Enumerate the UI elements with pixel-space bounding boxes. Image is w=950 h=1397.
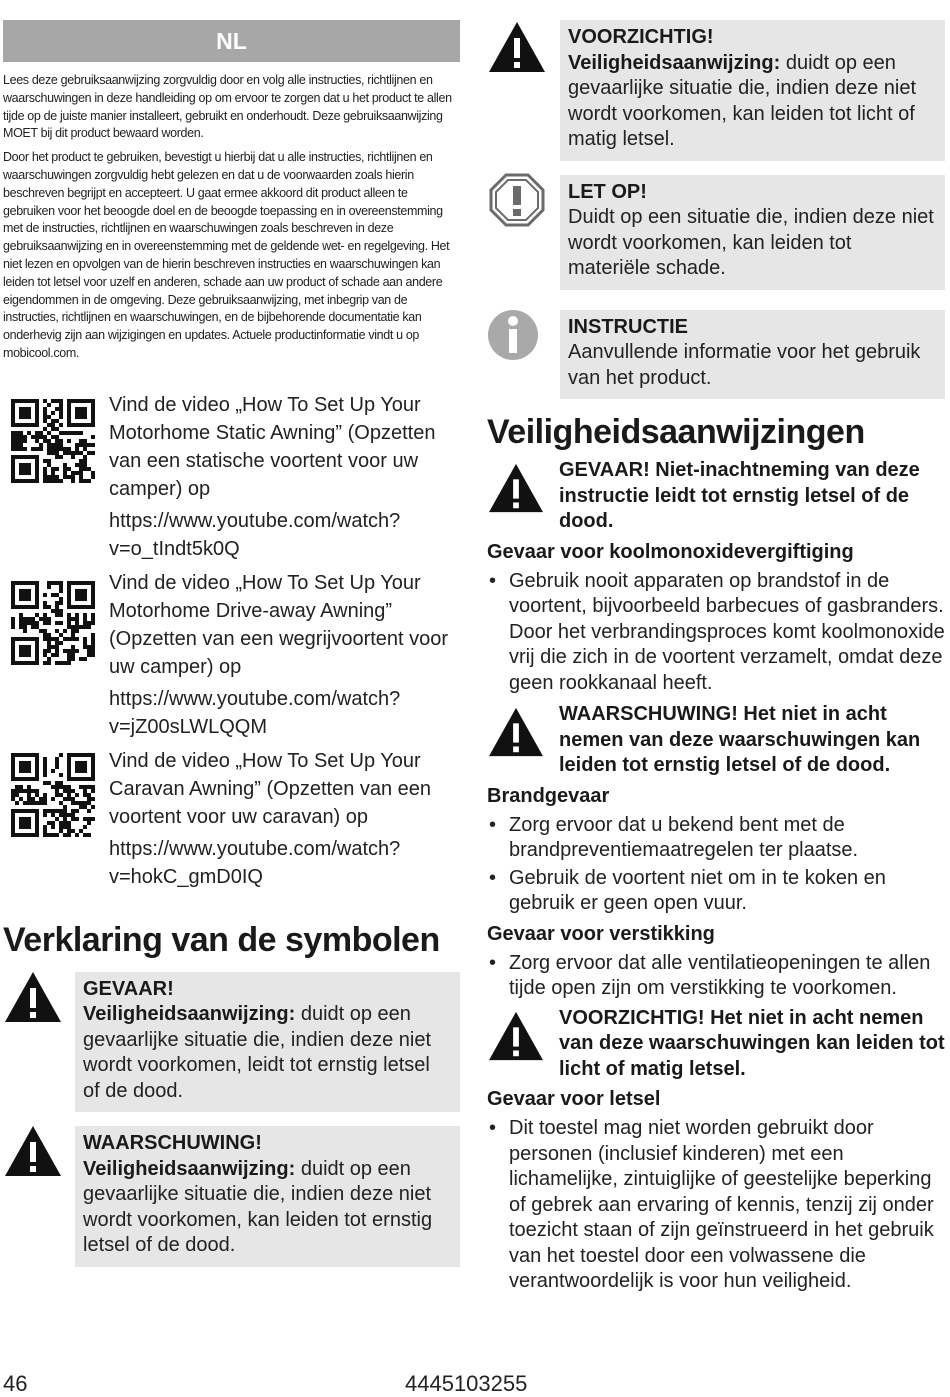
page-number: 46 (3, 1371, 28, 1396)
list-item: • Dit toestel mag niet worden gebruikt door personen (inclusief kinderen) met een lichamelijke, zintuiglijke of geestelijke beperking of gebrek aan ervaring of kennis, tenzij zij onder toezicht staan of zijn geïnstrueerd in het gebruik van het toestel door een volwassene die verantwoordelijk is voor hun veiligheid. (487, 1116, 945, 1295)
co-heading: Gevaar voor koolmonoxidevergiftiging (487, 540, 854, 563)
symbol-label: Veiligheidsaanwijzing: (83, 1003, 296, 1026)
warning-triangle-icon (487, 18, 547, 76)
fire-list (487, 813, 945, 917)
warning-triangle-icon (487, 462, 545, 514)
symbol-label: Veiligheidsaanwijzing: (568, 51, 781, 74)
safety-voorzichtig (487, 1006, 945, 1083)
symbols-heading: Verklaring van de symbolen (3, 920, 440, 959)
symbol-description (83, 1157, 452, 1259)
qr-code-icon[interactable] (11, 581, 95, 665)
symbol-text: duidt op een gevaarlijke situatie die, indien deze niet wordt voorkomen, kan leiden tot licht of matig letsel. (568, 51, 916, 150)
safety-heading: Veiligheidsaanwijzingen (487, 413, 865, 451)
safety-warning-text: WAARSCHUWING! Het niet in acht nemen van deze waarschuwingen kan leiden tot ernstig letsel of de dood. (559, 703, 921, 776)
suffocation-list (487, 951, 945, 1002)
list-item: • Zorg ervoor dat alle ventilatieopeningen te allen tijde open zijn om verstikking te voorkomen. (487, 951, 945, 1002)
warning-triangle-icon (487, 1010, 545, 1062)
symbol-text: duidt op een gevaarlijke situatie die, indien deze niet wordt voorkomen, leidt tot ernstig letsel of de dood. (83, 1003, 431, 1102)
intro-text (3, 72, 460, 363)
symbol-description: Duidt op een situatie die, indien deze niet wordt voorkomen, kan leiden tot materiële schade. (568, 206, 934, 279)
fire-heading: Brandgevaar (487, 784, 610, 807)
qr-code-icon[interactable] (11, 753, 95, 837)
symbol-title: INSTRUCTIE (568, 315, 688, 338)
symbol-waarschuwing (3, 1126, 460, 1267)
video-link[interactable]: https://www.youtube.com/watch?v=hokC_gmD0IQ (109, 837, 401, 888)
qr-code-icon[interactable] (11, 399, 95, 483)
symbol-let-op (487, 175, 945, 290)
symbol-title: WAARSCHUWING! (83, 1132, 262, 1155)
symbol-box (75, 1126, 460, 1267)
warning-triangle-icon (3, 968, 63, 1026)
list-item: • Gebruik de voortent niet om in te koken en gebruik er geen open vuur. (487, 866, 945, 917)
notice-octagon-icon (487, 171, 547, 229)
injury-heading: Gevaar voor letsel (487, 1088, 661, 1110)
intro-paragraph-1: Lees deze gebruiksaanwijzing zorgvuldig door en volg alle instructies, richtlijnen en waarschuwingen in deze handleiding op om ervoor te zorgen dat u het product te allen tijde op de juiste manier installeert, gebruikt en onderhoudt. Deze gebruiksaanwijzing MOET bij dit product bewaard worden. (3, 73, 452, 141)
safety-warning-text: GEVAAR! Niet-inachtneming van deze instructie leidt tot ernstig letsel of de dood. (559, 459, 920, 532)
document-code: 4445103255 (405, 1371, 528, 1396)
video-link[interactable]: https://www.youtube.com/watch?v=jZ00sLWLQQM (109, 687, 401, 738)
symbol-voorzichtig (487, 20, 945, 161)
symbol-gevaar (3, 972, 460, 1113)
symbol-title: VOORZICHTIG! (568, 26, 714, 48)
intro-paragraph-2: Door het product te gebruiken, bevestigt u hierbij dat u alle instructies, richtlijnen en waarschuwingen zorgvuldig hebt gelezen en dat u de voorwaarden zoals hierin beschreven begrijpt en accepteert. U gaat ermee akkoord dit product alleen te gebruiken voor het beoogde doel en de beoogde toepassing en in overeenstemming met de instructies, richtlijnen en waarschuwingen zoals beschreven in deze gebruiksaanwijzing en in overeenstemming met de geldende wet- en regelgeving. Het niet lezen en opvolgen van de hierin beschreven instructies en waarschuwingen kan leiden tot letsel voor uzelf en anderen, schade aan uw product of schade aan andere eigendommen in de omgeving. Deze gebruiksaanwijzing, met inbegrip van de instructies, richtlijnen en waarschuwingen, en de bijbehorende documentatie kan onderhevig zijn aan wijzigingen en updates. Actuele productinformatie vindt u op mobicool.com. (3, 150, 450, 360)
video-item-1 (3, 391, 460, 563)
video-item-2 (3, 569, 460, 741)
symbol-title: LET OP! (568, 180, 647, 203)
warning-triangle-icon (487, 706, 545, 758)
video-item-3 (3, 747, 460, 891)
language-header: NL (3, 20, 460, 62)
list-item: • Gebruik nooit apparaten op brandstof in de voortent, bijvoorbeeld barbecues of gasbranders. Door het verbrandingsproces komt koolmonoxide vrij die zich in de voortent verzamelt, omdat deze geen rookkanaal heeft. (487, 569, 945, 697)
symbol-box (75, 972, 460, 1113)
co-list (487, 569, 945, 697)
symbol-instructie (487, 310, 945, 400)
video-description: Vind de video „How To Set Up Your Motorhome Static Awning” (Opzetten van een statische voortent voor uw camper) op (109, 393, 436, 500)
list-item: • Zorg ervoor dat u bekend bent met de brandpreventiemaatregelen ter plaatse. (487, 813, 945, 864)
info-icon (487, 306, 547, 364)
injury-list (487, 1116, 945, 1295)
warning-triangle-icon (3, 1122, 63, 1180)
video-description: Vind de video „How To Set Up Your Caravan Awning” (Opzetten van een voortent voor uw caravan) op (109, 749, 432, 828)
safety-gevaar (487, 458, 945, 535)
video-description: Vind de video „How To Set Up Your Motorhome Drive-away Awning” (Opzetten van een wegrijvoortent voor uw camper) op (109, 571, 449, 678)
symbol-description (83, 1002, 452, 1104)
symbol-description: Aanvullende informatie voor het gebruik van het product. (568, 341, 921, 389)
symbol-box (560, 20, 945, 161)
symbol-text: duidt op een gevaarlijke situatie die, indien deze niet wordt voorkomen, kan leiden tot ernstig letsel of de dood. (83, 1157, 433, 1257)
symbol-label: Veiligheidsaanwijzing: (83, 1157, 296, 1180)
right-column (487, 20, 945, 1295)
symbol-box (560, 310, 945, 400)
left-column (3, 20, 460, 1267)
symbol-description (568, 51, 937, 153)
symbol-title: GEVAAR! (83, 977, 174, 1000)
suffocation-heading: Gevaar voor verstikking (487, 922, 715, 945)
symbol-box (560, 175, 945, 290)
video-link[interactable]: https://www.youtube.com/watch?v=o_tIndt5k0Q (109, 509, 401, 560)
safety-warning-text: VOORZICHTIG! Het niet in acht nemen van deze waarschuwingen kan leiden tot licht of matig letsel. (559, 1006, 945, 1080)
safety-waarschuwing (487, 702, 945, 779)
